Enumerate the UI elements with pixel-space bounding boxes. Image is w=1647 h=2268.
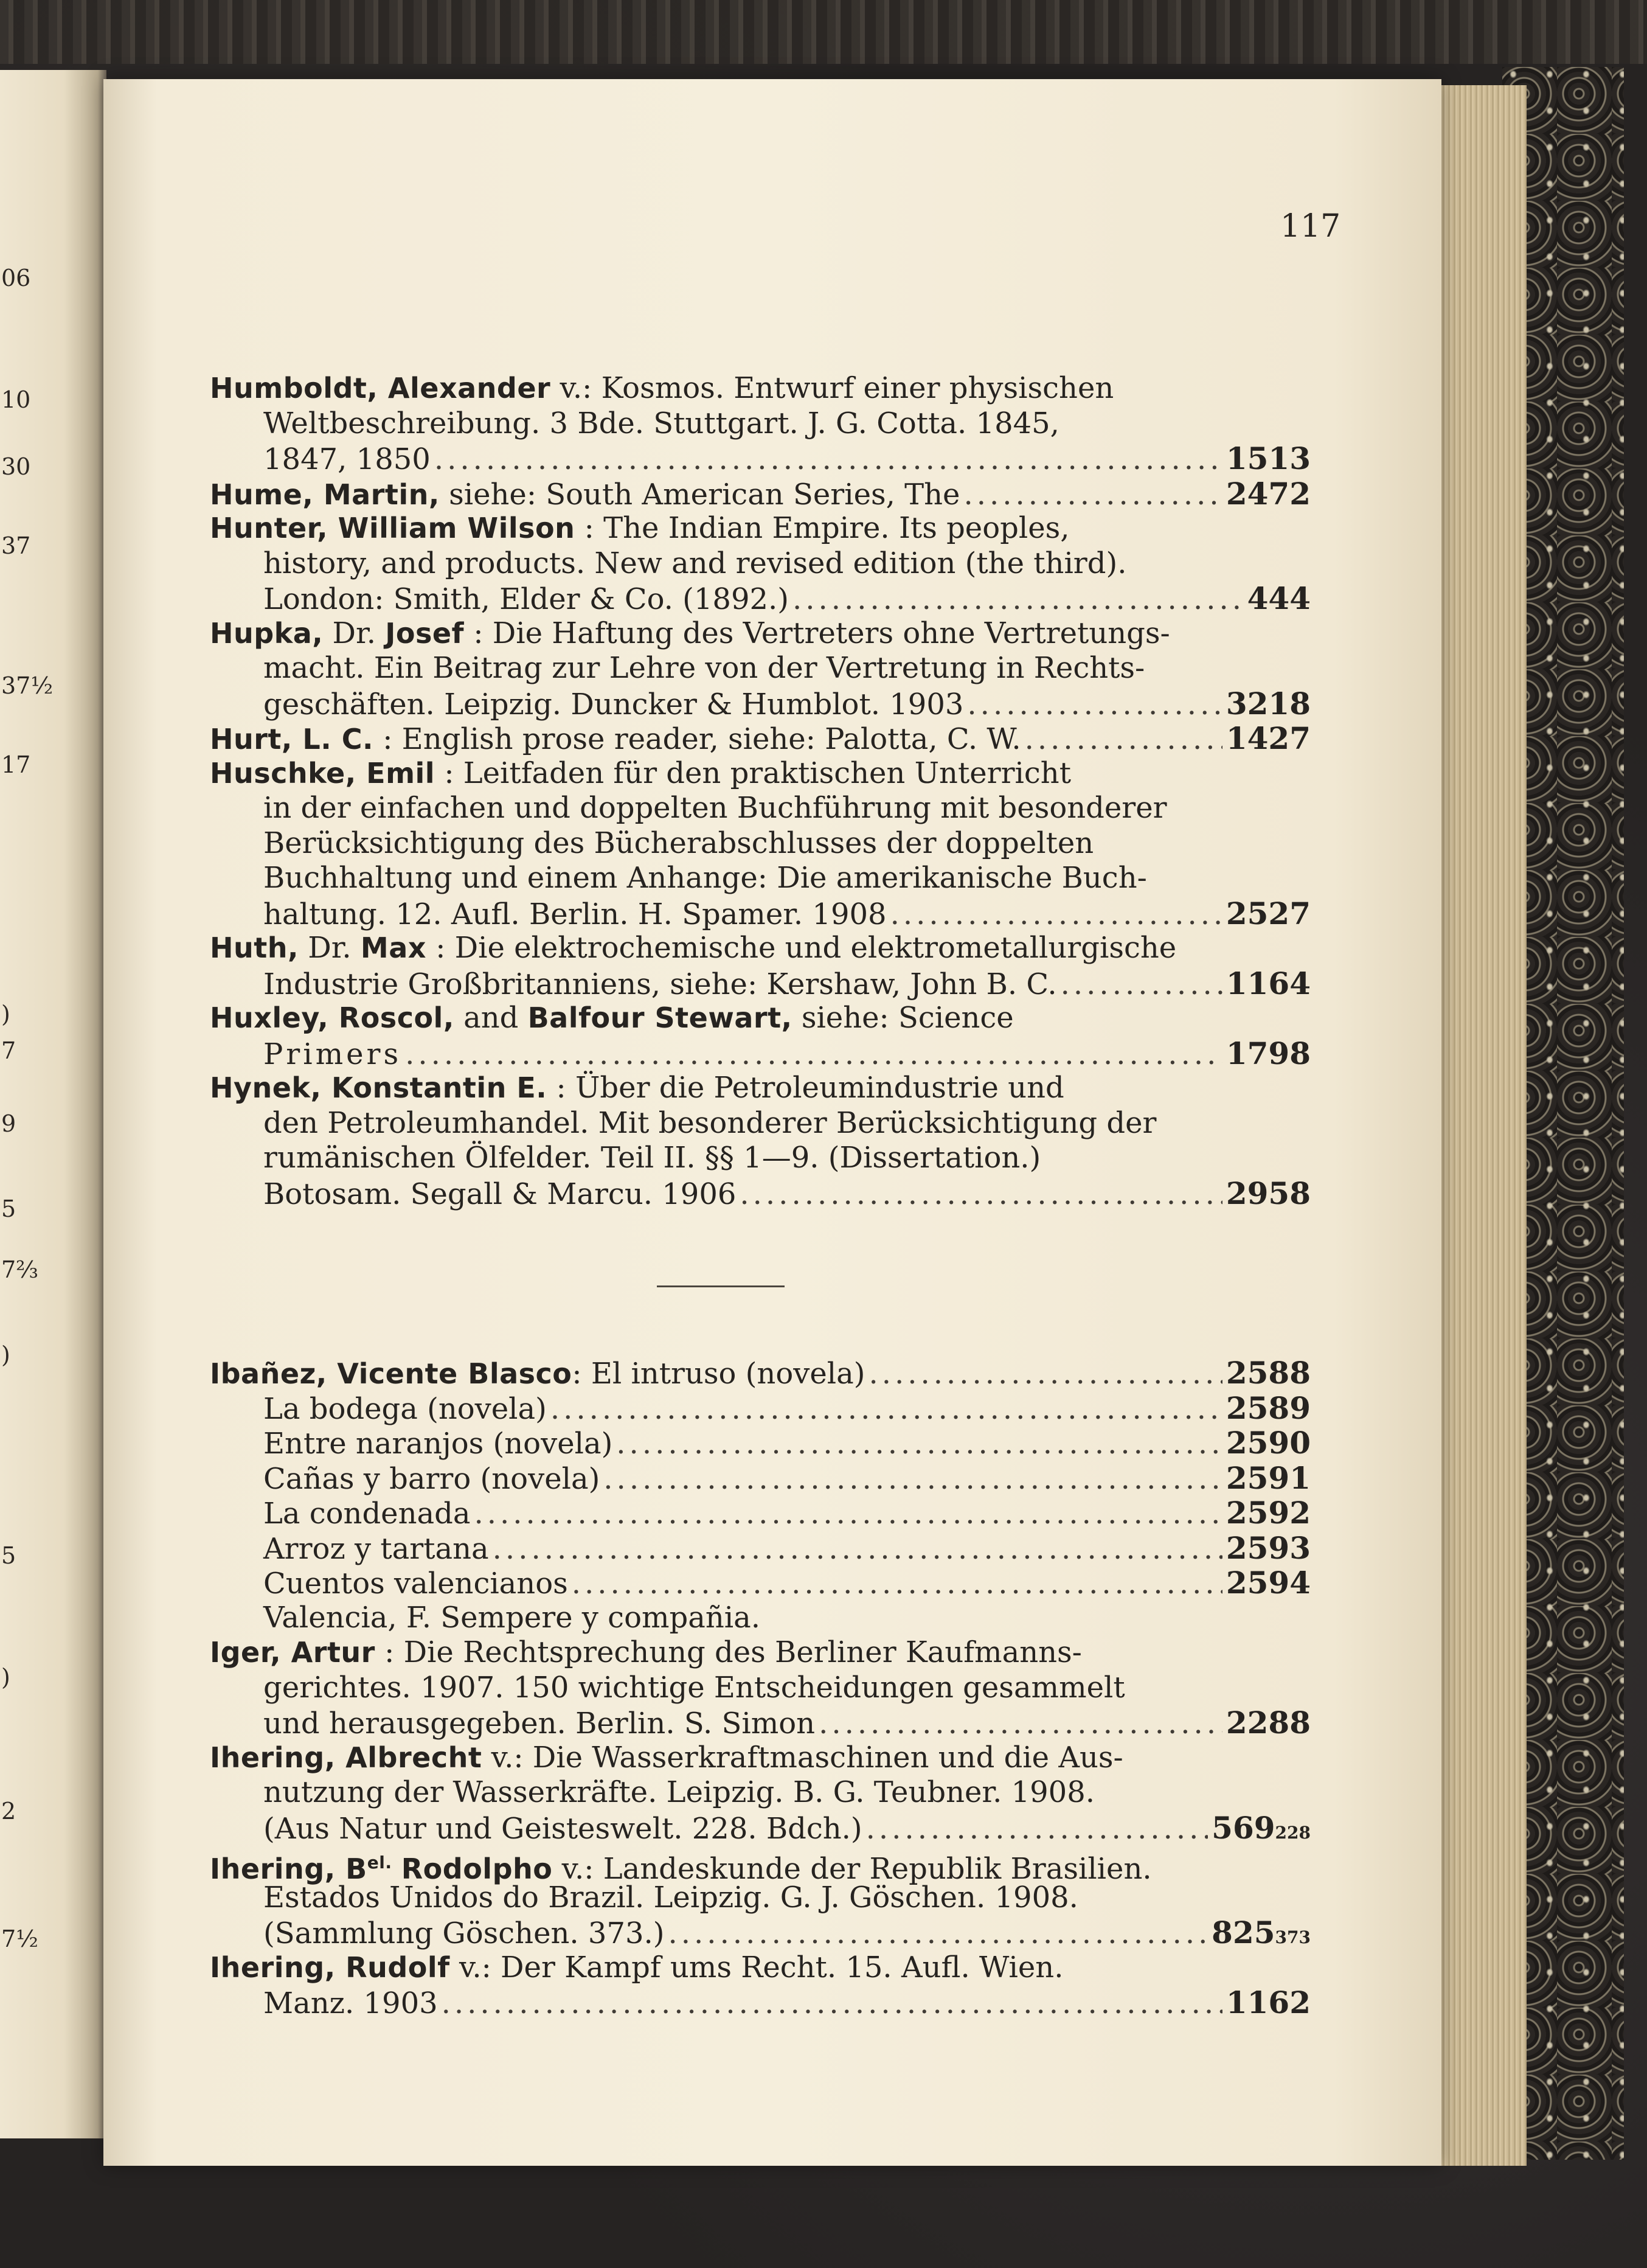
entry-heading: [263, 1392, 547, 1427]
entry-line: [210, 931, 1311, 966]
entry-line: [210, 896, 1311, 931]
bibliography-entry: [210, 1071, 1311, 1211]
dot-leader: [474, 1497, 1222, 1532]
entry-line: [210, 1635, 1311, 1671]
entry-heading: [263, 1567, 568, 1602]
entry-author: Hurt, L. C.: [210, 723, 373, 756]
entry-catalog-number: 2589: [1226, 1390, 1311, 1426]
dot-leader: [792, 582, 1244, 617]
bibliography-entry: [210, 616, 1311, 722]
entry-heading: [263, 1427, 612, 1462]
entry-line: [210, 651, 1311, 686]
entry-leader-row: [263, 1706, 1226, 1742]
left-page-margin-marks: [0, 70, 54, 2138]
entry-text: (Aus Natur und Geisteswelt. 228. Bdch.): [263, 1811, 862, 1846]
entry-text: history, and products. New and revised edition (the third).: [263, 546, 1127, 580]
entry-line: [210, 546, 1311, 582]
entry-catalog-number: 3218: [1226, 685, 1311, 722]
bibliography-entry: [210, 1355, 1311, 1635]
left-page-mark: ): [1, 1001, 10, 1028]
entry-catalog-number: 2590: [1226, 1425, 1311, 1461]
entry-leader-row: [263, 1427, 1226, 1462]
entry-heading: [210, 1071, 1064, 1106]
dot-leader: [434, 442, 1222, 478]
entry-leader-row: [263, 582, 1247, 617]
entry-catalog-number: 1798: [1226, 1035, 1311, 1071]
entry-text: Primers: [263, 1037, 402, 1071]
bibliography-entry: [210, 1741, 1311, 1846]
entry-line: [210, 581, 1311, 616]
entry-text: den Petroleumhandel. Mit besonderer Berücksichtigung der: [263, 1105, 1157, 1140]
entry-catalog-number: 825373: [1212, 1915, 1311, 1950]
dot-leader: [967, 687, 1222, 723]
entry-author-second: Max: [360, 931, 426, 964]
page-number: 117: [1280, 208, 1341, 245]
entry-text: und herausgegeben. Berlin. S. Simon: [263, 1706, 816, 1741]
left-page-mark: 37½: [1, 672, 54, 699]
left-page-mark: 37: [1, 532, 31, 559]
entry-text: Botosam. Segall & Marcu. 1906: [263, 1177, 737, 1211]
entry-text: (Sammlung Göschen. 373.): [263, 1916, 665, 1950]
entry-line: [210, 1531, 1311, 1566]
entry-heading: [210, 1950, 1063, 1986]
entry-text: : Die elektrochemische und elektrometallurgische: [435, 931, 1177, 965]
entry-heading: [263, 1462, 600, 1497]
entry-line: [210, 791, 1311, 826]
entry-text: 1847, 1850: [263, 442, 431, 476]
left-page-mark: 2: [1, 1798, 16, 1824]
left-page-mark: 5: [1, 1195, 16, 1222]
bibliography-entry: [210, 476, 1311, 512]
entry-line: [210, 1001, 1311, 1036]
dot-leader: [442, 1986, 1222, 2022]
entry-line: [210, 1425, 1311, 1461]
entry-line: [210, 1036, 1311, 1071]
entry-heading: [210, 756, 1071, 791]
entry-line: [210, 686, 1311, 722]
dot-leader: [668, 1916, 1208, 1952]
left-page-mark: 9: [1, 1110, 16, 1137]
left-page-mark: 10: [1, 386, 31, 413]
entry-leader-row: [210, 1357, 1226, 1392]
entry-leader-row: [263, 1177, 1226, 1212]
page-stack-edge: [1435, 85, 1527, 2166]
entry-text: geschäften. Leipzig. Duncker & Humblot. 1903: [263, 687, 964, 722]
dot-leader: [869, 1357, 1222, 1392]
entry-leader-row: [210, 478, 1226, 513]
entry-text: Buchhaltung und einem Anhange: Die amerikanische Buch-: [263, 861, 1147, 895]
entry-heading: [210, 616, 1170, 652]
entry-leader-row: [263, 897, 1226, 933]
bibliography-entry: [210, 1845, 1311, 1950]
entry-catalog-number: 2593: [1226, 1529, 1311, 1566]
entry-line: [210, 826, 1311, 861]
entry-text: v.: Der Kampf ums Recht. 15. Aufl. Wien.: [459, 1950, 1064, 1984]
entry-text: : Leitfaden für den praktischen Unterricht: [444, 756, 1071, 790]
entry-leader-row: [263, 687, 1226, 723]
entry-line: [210, 1985, 1311, 2020]
entry-line: [210, 1106, 1311, 1141]
entry-text: Industrie Großbritanniens, siehe: Kershaw, John B. C.: [263, 967, 1057, 1001]
entry-author: Huth,: [210, 931, 299, 964]
entry-line: [210, 1461, 1311, 1496]
bibliography-entry: [210, 1635, 1311, 1741]
entry-catalog-number: 2958: [1226, 1175, 1311, 1211]
entry-author-title: Dr.: [308, 931, 352, 965]
entry-catalog-number: 1427: [1226, 720, 1311, 756]
entry-line: [210, 1141, 1311, 1176]
entry-author: Huxley, Roscol,: [210, 1001, 454, 1034]
left-page-mark: 7½: [1, 1925, 39, 1952]
entry-text: London: Smith, Elder & Co. (1892.): [263, 582, 789, 616]
entry-author: Hume, Martin,: [210, 478, 440, 511]
bibliography-entry: [210, 1950, 1311, 2020]
left-page-mark: 30: [1, 453, 31, 480]
entry-author: Ihering, Rudolf: [210, 1950, 450, 1984]
bibliography-entry: [210, 721, 1311, 756]
entry-line: [210, 476, 1311, 512]
entry-text: La bodega (novela): [263, 1391, 547, 1426]
dot-leader: [963, 478, 1222, 513]
entry-text: La condenada: [263, 1497, 471, 1531]
entry-heading: [210, 931, 1176, 966]
entry-catalog-number: 2591: [1226, 1459, 1311, 1496]
dot-leader: [819, 1706, 1222, 1742]
entry-author-second: Josef: [385, 616, 465, 650]
entry-text: v.: Die Wasserkraftmaschinen und die Aus-: [491, 1740, 1123, 1775]
entry-author-second: Balfour Stewart,: [527, 1001, 792, 1034]
entry-text: nutzung der Wasserkräfte. Leipzig. B. G. Teubner. 1908.: [263, 1775, 1095, 1809]
entry-heading: [210, 478, 960, 513]
entry-line: [210, 1775, 1311, 1811]
dot-leader: [866, 1812, 1208, 1847]
entry-leader-row: [263, 1497, 1226, 1532]
entry-author: Ibañez, Vicente Blasco: [210, 1357, 572, 1390]
dot-leader: [603, 1462, 1222, 1497]
cover-top-edge: [0, 0, 1647, 64]
entry-heading: [210, 1357, 865, 1392]
entry-leader-row: [263, 1567, 1226, 1602]
entry-heading: [210, 1741, 1123, 1776]
entry-text: gerichtes. 1907. 150 wichtige Entscheidungen gesammelt: [263, 1670, 1125, 1705]
entry-catalog-number: 2592: [1226, 1495, 1311, 1531]
entry-catalog-number: 2527: [1226, 895, 1311, 931]
entry-line: [210, 1705, 1311, 1741]
left-page-mark: 06: [1, 265, 31, 291]
entry-text: rumänischen Ölfelder. Teil II. §§ 1—9. (Dissertation.): [263, 1141, 1041, 1175]
entry-author: Ihering, B: [210, 1852, 367, 1885]
dot-leader: [1025, 722, 1222, 757]
entry-text: macht. Ein Beitrag zur Lehre von der Vertretung in Rechts-: [263, 651, 1145, 685]
entry-catalog-number: 2588: [1226, 1355, 1311, 1391]
entry-catalog-number: 1162: [1226, 1984, 1311, 2020]
left-page-mark: ): [1, 1341, 10, 1368]
entry-text: Weltbeschreibung. 3 Bde. Stuttgart. J. G. Cotta. 1845,: [263, 406, 1059, 440]
entry-catalog-number: 2594: [1226, 1565, 1311, 1601]
dot-leader: [493, 1532, 1222, 1567]
entry-line: [210, 511, 1311, 546]
entry-text: siehe: South American Series, The: [449, 477, 960, 512]
entry-leader-row: [263, 1037, 1226, 1073]
entry-author-second: Rodolpho: [401, 1852, 553, 1885]
entry-catalog-number: 569228: [1212, 1809, 1311, 1846]
entry-author-connector: and: [463, 1001, 519, 1035]
entry-text: Berücksichtigung des Bücherabschlusses der doppelten: [263, 826, 1094, 860]
entry-line: [210, 721, 1311, 756]
entry-line: [210, 1601, 1311, 1636]
entry-publisher: Valencia, F. Sempere y compañia.: [263, 1600, 760, 1635]
dot-leader: [1061, 967, 1222, 1003]
entry-text: : Die Rechtsprechung des Berliner Kaufmanns-: [384, 1635, 1082, 1669]
entry-line: [210, 1391, 1311, 1426]
book-page: [103, 79, 1441, 2166]
left-page-mark: 17: [1, 751, 31, 778]
entry-catalog-number: 1164: [1226, 965, 1311, 1001]
entry-line: [210, 406, 1311, 442]
entry-heading: [210, 511, 1069, 546]
left-page-mark: 5: [1, 1542, 16, 1569]
entry-author-superscript: el.: [367, 1852, 392, 1873]
entry-text: : Über die Petroleumindustrie und: [556, 1071, 1064, 1105]
entry-line: [210, 1950, 1311, 1986]
entry-line: [210, 1565, 1311, 1601]
entry-author: Ihering, Albrecht: [210, 1741, 482, 1774]
entry-line: [210, 1071, 1311, 1106]
left-page-mark: 7⅔: [1, 1256, 39, 1283]
entry-text: : English prose reader, siehe: Palotta, C. W.: [383, 722, 1021, 756]
entry-line: [210, 966, 1311, 1001]
bibliography-entry: [210, 511, 1311, 616]
entry-text: siehe: Science: [801, 1001, 1014, 1035]
entry-author: Hupka,: [210, 616, 324, 650]
entry-text: : El intruso (novela): [572, 1357, 865, 1391]
entry-text: Cuentos valencianos: [263, 1567, 568, 1601]
entry-catalog-number: 2472: [1226, 475, 1311, 512]
entry-author: Huschke, Emil: [210, 756, 435, 790]
entry-author: Hynek, Konstantin E.: [210, 1071, 547, 1104]
entry-text: : The Indian Empire. Its peoples,: [584, 511, 1070, 545]
entry-catalog-subnumber: 228: [1275, 1822, 1311, 1843]
entry-heading: [210, 1001, 1014, 1036]
entry-author-title: Dr.: [332, 616, 376, 650]
entry-line: [210, 1495, 1311, 1531]
entry-leader-row: [263, 1462, 1226, 1497]
entry-line: [210, 616, 1311, 652]
entry-line: [210, 756, 1311, 791]
entry-text: Estados Unidos do Brazil. Leipzig. G. J. Göschen. 1908.: [263, 1880, 1078, 1915]
dot-leader: [572, 1567, 1222, 1602]
entry-heading: [263, 1497, 470, 1532]
entry-heading: [210, 1635, 1082, 1671]
entry-line: [210, 1811, 1311, 1846]
entry-line: [210, 1671, 1311, 1706]
entry-line: [210, 1915, 1311, 1950]
entry-line: [210, 371, 1311, 406]
entry-line: [210, 1741, 1311, 1776]
entry-text: haltung. 12. Aufl. Berlin. H. Spamer. 1908: [263, 897, 887, 931]
entry-heading: [263, 1532, 489, 1567]
entries-section-i: [210, 1355, 1311, 2020]
entry-leader-row: [210, 722, 1226, 757]
entry-catalog-number: 444: [1247, 580, 1311, 616]
entry-author: Hunter, William Wilson: [210, 512, 575, 544]
section-divider: [657, 1285, 785, 1287]
left-page-mark: ): [1, 1664, 10, 1691]
entries-section-h: [210, 371, 1311, 1211]
bibliography-entry: [210, 756, 1311, 931]
dot-leader: [616, 1427, 1222, 1462]
entry-catalog-number: 2288: [1226, 1705, 1311, 1741]
entry-leader-row: [263, 1812, 1212, 1847]
dot-leader: [890, 897, 1222, 933]
entry-author: Humboldt, Alexander: [210, 372, 551, 405]
bibliography-entry: [210, 1001, 1311, 1071]
entry-line: [210, 1845, 1311, 1886]
entry-text: Entre naranjos (novela): [263, 1427, 613, 1461]
entry-leader-row: [263, 1532, 1226, 1567]
entry-text: v.: Landeskunde der Republik Brasilien.: [561, 1852, 1152, 1886]
entry-text: Arroz y tartana: [263, 1531, 489, 1566]
bibliography-entry: [210, 371, 1311, 476]
entry-text: Manz. 1903: [263, 1986, 438, 2020]
entry-heading: [210, 722, 1021, 757]
left-page-mark: 7: [1, 1037, 16, 1064]
entry-leader-row: [263, 1916, 1212, 1952]
entry-leader-row: [263, 1392, 1226, 1427]
entry-heading: [210, 371, 1114, 406]
entry-text: : Die Haftung des Vertreters ohne Vertretungs-: [473, 616, 1170, 650]
entry-text: in der einfachen und doppelten Buchführung mit besonderer: [263, 791, 1167, 825]
entry-text: Cañas y barro (novela): [263, 1461, 600, 1496]
entry-catalog-number: 1513: [1226, 440, 1311, 476]
dot-leader: [740, 1177, 1222, 1212]
entry-leader-row: [263, 442, 1226, 478]
entry-leader-row: [263, 1986, 1226, 2022]
entry-author: Iger, Artur: [210, 1636, 375, 1669]
bibliography-entry: [210, 931, 1311, 1001]
left-page-edge: [0, 70, 106, 2138]
entry-text: v.: Kosmos. Entwurf einer physischen: [560, 371, 1114, 405]
entry-line: [210, 1355, 1311, 1391]
entry-line: [210, 861, 1311, 896]
entry-catalog-subnumber: 373: [1275, 1927, 1311, 1947]
entry-line: [210, 441, 1311, 476]
entry-leader-row: [263, 967, 1226, 1003]
dot-leader: [405, 1037, 1222, 1073]
dot-leader: [550, 1392, 1222, 1427]
entry-line: [210, 1176, 1311, 1211]
